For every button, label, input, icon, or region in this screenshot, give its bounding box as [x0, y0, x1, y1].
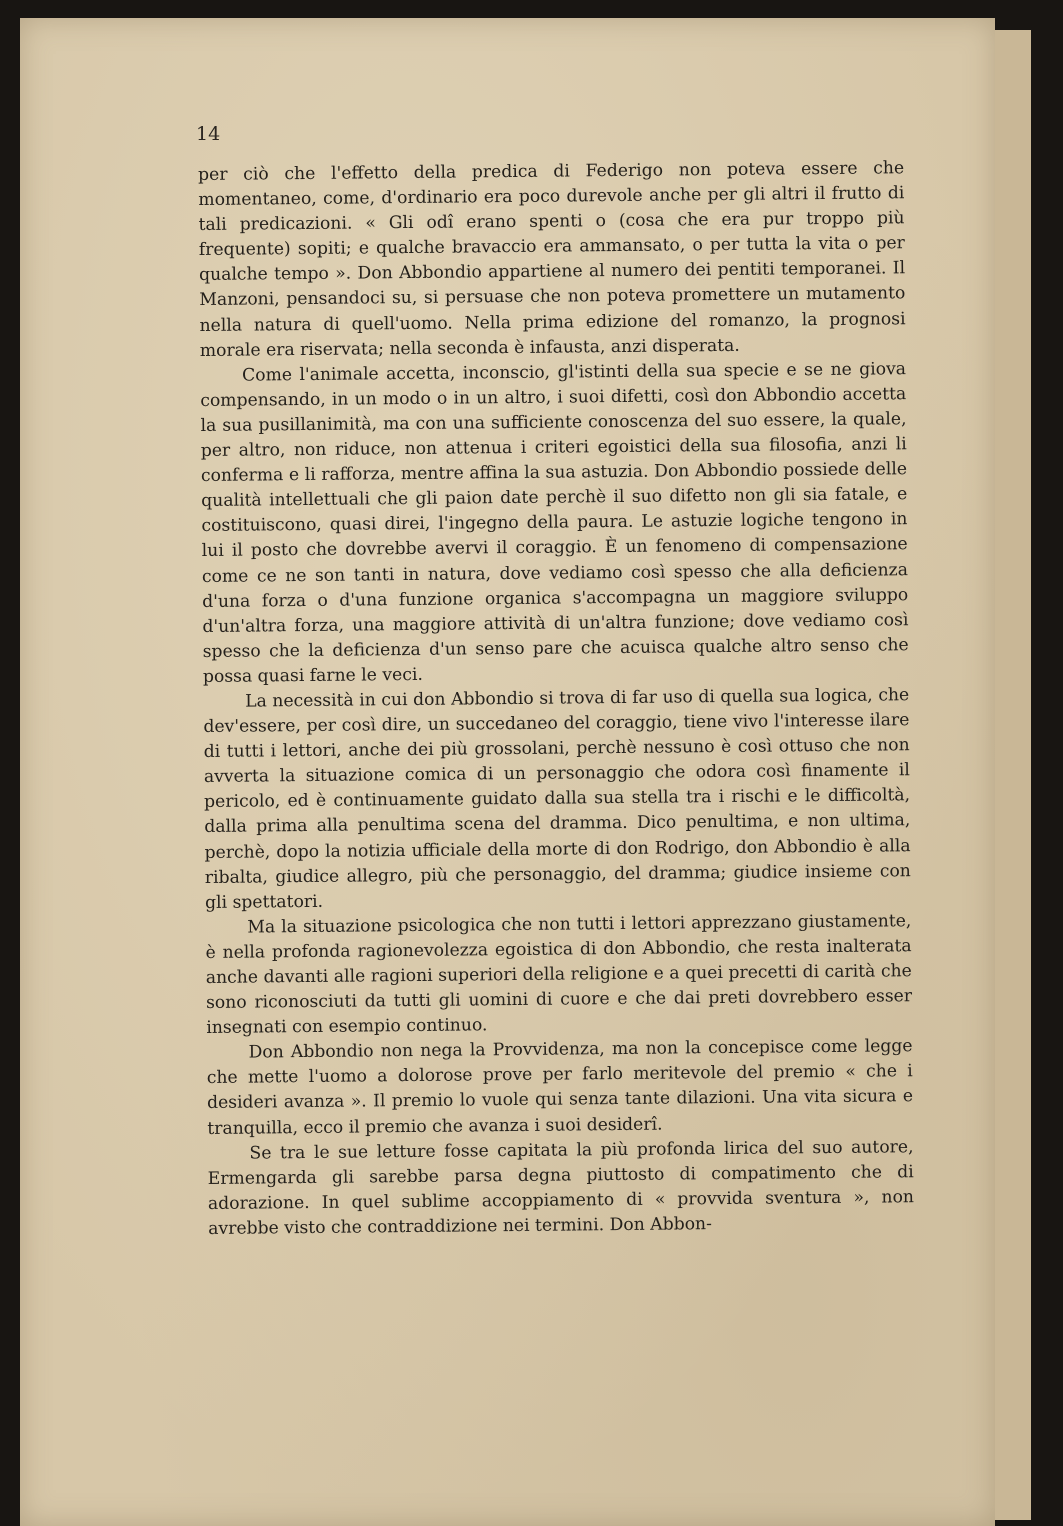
paragraph-4: Ma la situazione psicologica che non tutti i lettori apprezzano giustamente, è nella profonda ragionevolezza egoistica di don Abbondio, che resta inalterata anche davanti alle ragioni superiori della religione e a quei precetti di carità che sono riconosciuti da tutti gli uomini di cuore e che dai preti dovrebbero esser insegnati con esempio continuo.: [205, 911, 913, 1039]
paragraph-1: per ciò che l'effetto della predica di Federigo non poteva essere che momentaneo, come, d'ordinario era poco durevole anche per gli altri il frutto di tali predicazioni. « Gli odî erano spenti o (cosa che era pur troppo più frequente) sopiti; e qualche bravaccio era ammansato, o per tutta la vita o per qualche tempo ». Don Abbondio appartiene al numero dei pentiti temporanei. Il Manzoni, pensandoci su, si persuase che non poteva promettere un mutamento nella natura di quell'uomo. Nella prima edizione del romanzo, la prognosi morale era riservata; nella seconda è infausta, anzi disperata.: [198, 158, 906, 361]
page-number: 14: [196, 123, 221, 145]
book-page: [20, 18, 995, 1526]
paragraph-6: Se tra le sue letture fosse capitata la più profonda lirica del suo autore, Ermengarda gli sarebbe parsa degna piuttosto di compatimento che di adorazione. In quel sublime accoppiamento di « provvida sventura », non avrebbe visto che contraddizione nei termini. Don Abbon-: [207, 1136, 915, 1239]
paragraph-5: Don Abbondio non nega la Provvidenza, ma non la concepisce come legge che mette l'uomo a dolorose prove per farlo meritevole del premio « che i desideri avanza ». Il premio lo vuole qui senza tante dilazioni. Una vita sicura e tranquilla, ecco il premio che avanza i suoi desiderî.: [206, 1036, 914, 1139]
next-page-edge: [990, 30, 1031, 1520]
paragraph-2: Come l'animale accetta, inconscio, gl'istinti della sua specie e se ne giova compensando, in un modo o in un altro, i suoi difetti, così don Abbondio accetta la sua pusillanimità, ma con una sufficiente conoscenza del suo essere, la quale, per altro, non riduce, non attenua i criteri egoistici della sua filosofia, anzi li conferma e li rafforza, mentre affina la sua astuzia. Don Abbondio possiede delle qualità intellettuali che gli paion date perchè il suo difetto non gli sia fatale, e costituiscono, quasi direi, l'ingegno della paura. Le astuzie logiche tengono in lui il posto che dovrebbe avervi il coraggio. È un fenomeno di compensazione come ce ne son tanti in natura, dove vediamo così spesso che alla deficienza d'una forza o d'una funzione organica s'accompagna un maggiore sviluppo d'un'altra forza, una maggiore attività di un'altra funzione; dove vediamo così spesso che la deficienza d'un senso pare che acuisca qualche altro senso che possa quasi farne le veci.: [200, 358, 909, 687]
body-text: [198, 156, 914, 1242]
paragraph-3: La necessità in cui don Abbondio si trova di far uso di quella sua logica, che dev'essere, per così dire, un succedaneo del coraggio, tiene vivo l'interesse ilare di tutti i lettori, anche dei più grossolani, perchè nessuno è così ottuso che non avverta la situazione comica di un personaggio che odora così finamente il pericolo, ed è continuamente guidato dalla sua stella tra i rischi e le difficoltà, dalla prima alla penultima scena del dramma. Dico penultima, e non ultima, perchè, dopo la notizia ufficiale della morte di don Rodrigo, don Abbondio è alla ribalta, giudice allegro, più che personaggio, del dramma; giudice insieme con gli spettatori.: [203, 685, 911, 913]
